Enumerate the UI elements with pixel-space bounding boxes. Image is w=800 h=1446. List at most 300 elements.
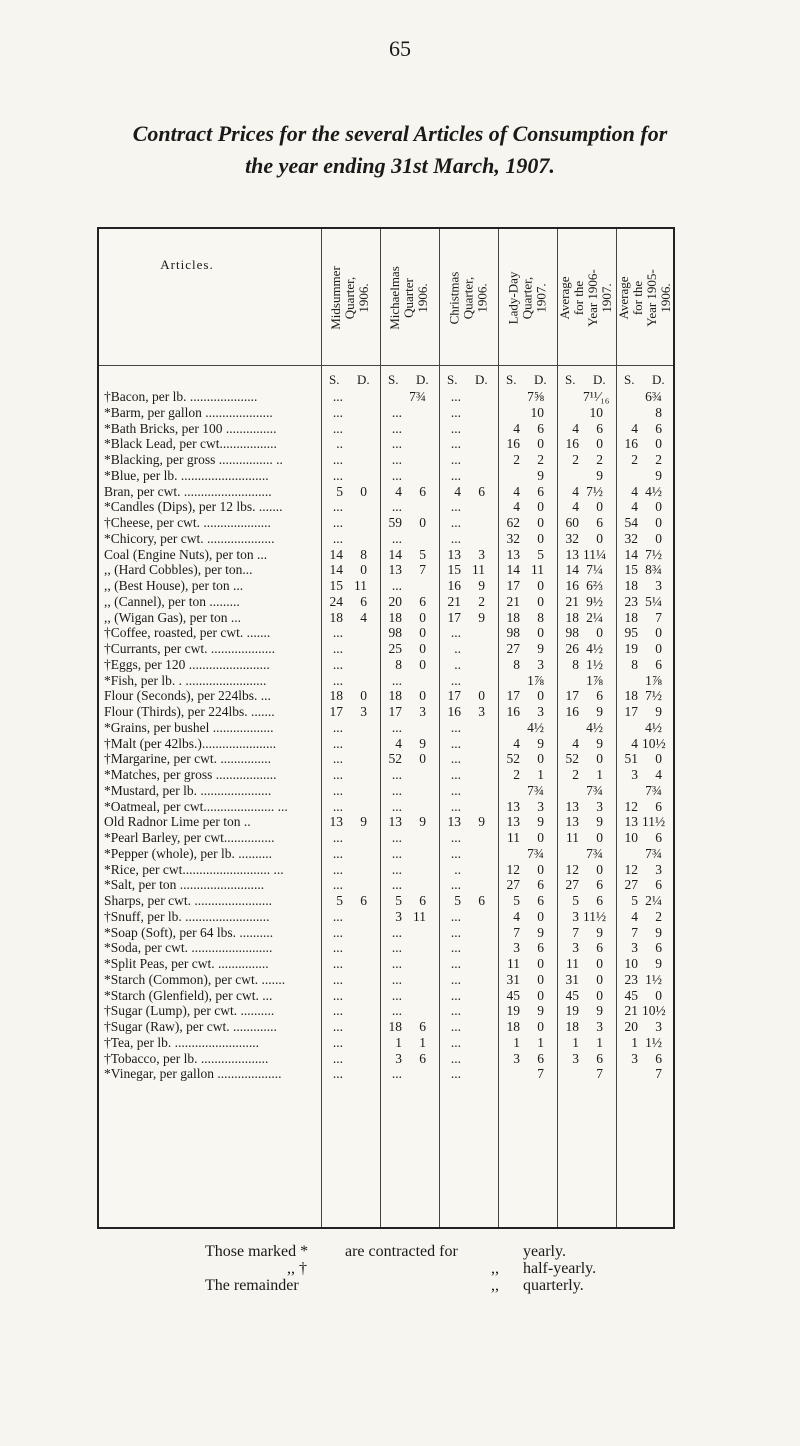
cell-shillings: 4 bbox=[631, 499, 638, 515]
col-head-average-1905-1906: Average for the Year 1905- 1906. bbox=[616, 269, 674, 327]
cell-shillings: ... bbox=[391, 830, 402, 845]
cell-shillings: 45 bbox=[565, 987, 579, 1003]
cell-shillings: 4 bbox=[513, 908, 520, 924]
article-name: Flour (Seconds), per 224lbs. ... bbox=[104, 688, 271, 704]
cell-shillings: 24 bbox=[329, 593, 343, 609]
cell-pence: 9 bbox=[478, 609, 485, 625]
cell-pence: 10 bbox=[589, 404, 603, 420]
cell-pence: 7¾ bbox=[527, 782, 544, 798]
cell-pence: 9 bbox=[655, 467, 662, 483]
cell-shillings: 20 bbox=[388, 593, 402, 609]
cell-shillings: 21 bbox=[565, 593, 579, 609]
article-name: Sharps, per cwt. ....................... bbox=[104, 893, 272, 908]
cell-pence: 3 bbox=[537, 704, 544, 719]
cell-shillings: 17 bbox=[506, 688, 520, 704]
cell-pence: 1½ bbox=[586, 656, 603, 672]
cell-shillings: 18 bbox=[565, 609, 579, 625]
cell-pence: 8¾ bbox=[645, 562, 662, 578]
cell-shillings: 2 bbox=[513, 767, 520, 782]
cell-pence: 2 bbox=[655, 908, 662, 924]
cell-shillings: 13 bbox=[329, 814, 343, 830]
cell-pence: 9 bbox=[596, 814, 603, 830]
cell-pence: 2¼ bbox=[586, 609, 603, 625]
cell-pence: 0 bbox=[596, 861, 603, 877]
cell-shillings: ... bbox=[332, 751, 343, 767]
table-row bbox=[99, 830, 673, 846]
article-name: †Coffee, roasted, per cwt. ....... bbox=[104, 625, 271, 641]
cell-pence: 9 bbox=[655, 956, 662, 971]
cell-shillings: 27 bbox=[624, 877, 638, 893]
cell-pence: 2 bbox=[655, 452, 662, 467]
cell-shillings: 60 bbox=[565, 515, 579, 530]
cell-pence: 3 bbox=[478, 546, 485, 562]
cell-shillings: 2 bbox=[513, 452, 520, 467]
cell-shillings: ... bbox=[450, 452, 461, 467]
cell-shillings: ... bbox=[450, 515, 461, 530]
unit-d-label: D. bbox=[652, 372, 665, 387]
cell-shillings: 5 bbox=[454, 893, 461, 908]
cell-pence: 0 bbox=[360, 562, 367, 578]
cell-shillings: ... bbox=[332, 924, 343, 940]
cell-pence: 6 bbox=[596, 940, 603, 956]
cell-shillings: ... bbox=[450, 798, 461, 814]
table-row bbox=[99, 657, 673, 673]
cell-shillings: 16 bbox=[624, 436, 638, 452]
cell-shillings: ... bbox=[450, 735, 461, 751]
unit-s-label: S. bbox=[329, 372, 340, 387]
cell-shillings: ... bbox=[391, 719, 402, 735]
table-row bbox=[99, 641, 673, 657]
cell-shillings: 52 bbox=[506, 751, 520, 767]
unit-s-label: S. bbox=[447, 372, 458, 387]
cell-pence: 9 bbox=[537, 1003, 544, 1019]
cell-pence: 0 bbox=[596, 956, 603, 971]
cell-shillings: ... bbox=[332, 845, 343, 861]
cell-pence: 11 bbox=[413, 908, 426, 924]
cell-pence: 6 bbox=[419, 483, 426, 499]
cell-pence: 0 bbox=[537, 625, 544, 641]
col-head-average-1906-1907: Average for the Year 1906- 1907. bbox=[557, 269, 615, 327]
cell-pence: 9 bbox=[596, 704, 603, 719]
article-name: *Matches, per gross .................. bbox=[104, 767, 277, 782]
cell-pence: 6 bbox=[419, 1019, 426, 1034]
cell-pence: 0 bbox=[537, 515, 544, 530]
cell-shillings: .. bbox=[454, 861, 461, 877]
cell-shillings: ... bbox=[391, 420, 402, 436]
cell-pence: 3 bbox=[537, 798, 544, 814]
cell-shillings: 18 bbox=[624, 688, 638, 704]
cell-pence: 0 bbox=[537, 530, 544, 546]
cell-shillings: ... bbox=[450, 530, 461, 546]
cell-pence: 11½ bbox=[583, 908, 607, 924]
article-name: †Snuff, per lb. ......................... bbox=[104, 908, 270, 924]
cell-shillings: 1 bbox=[513, 1034, 520, 1050]
cell-pence: 0 bbox=[419, 641, 426, 656]
cell-shillings: 19 bbox=[624, 641, 638, 656]
article-name: *Oatmeal, per cwt..................... ... bbox=[104, 798, 288, 814]
cell-shillings: 4 bbox=[513, 499, 520, 515]
cell-shillings: 95 bbox=[624, 625, 638, 641]
cell-pence: 0 bbox=[537, 499, 544, 515]
cell-pence: 10½ bbox=[642, 1003, 666, 1019]
cell-pence: 0 bbox=[360, 483, 367, 499]
cell-pence: 0 bbox=[419, 609, 426, 625]
cell-pence: 6 bbox=[655, 798, 662, 814]
page-number: 65 bbox=[389, 36, 411, 61]
cell-shillings: 13 bbox=[565, 814, 579, 830]
article-name: †Tobacco, per lb. .................... bbox=[104, 1050, 269, 1066]
cell-shillings: ... bbox=[391, 940, 402, 956]
cell-shillings: 3 bbox=[513, 940, 520, 956]
cell-shillings: 1 bbox=[631, 1034, 638, 1050]
cell-shillings: 8 bbox=[572, 656, 579, 672]
cell-shillings: 13 bbox=[506, 814, 520, 830]
cell-pence: 0 bbox=[537, 593, 544, 609]
cell-pence: 6 bbox=[419, 593, 426, 609]
cell-pence: 7½ bbox=[586, 483, 603, 499]
cell-pence: 9 bbox=[478, 578, 485, 593]
cell-shillings: 4 bbox=[454, 483, 461, 499]
cell-pence: 6 bbox=[596, 515, 603, 530]
cell-pence: 10 bbox=[530, 404, 544, 420]
cell-shillings: ... bbox=[391, 845, 402, 861]
cell-shillings: 3 bbox=[572, 940, 579, 956]
cell-pence: 7 bbox=[655, 609, 662, 625]
cell-shillings: ... bbox=[391, 1066, 402, 1082]
cell-shillings: ... bbox=[450, 420, 461, 436]
cell-shillings: 13 bbox=[447, 814, 461, 830]
article-name: Bran, per cwt. .......................... bbox=[104, 483, 272, 499]
table-row bbox=[99, 562, 673, 578]
price-table bbox=[97, 227, 675, 1229]
cell-pence: 0 bbox=[596, 971, 603, 987]
cell-shillings: 3 bbox=[631, 1050, 638, 1066]
table-row bbox=[99, 1051, 673, 1067]
cell-shillings: 12 bbox=[624, 798, 638, 814]
cell-pence: 9 bbox=[596, 924, 603, 940]
cell-pence: 11 bbox=[472, 562, 485, 578]
article-name: *Rice, per cwt.......................... ... bbox=[104, 861, 284, 877]
cell-shillings: 15 bbox=[624, 562, 638, 578]
cell-shillings: ... bbox=[391, 767, 402, 782]
cell-shillings: 15 bbox=[329, 578, 343, 593]
cell-shillings: ... bbox=[450, 751, 461, 767]
cell-pence: 0 bbox=[537, 971, 544, 987]
cell-shillings: 23 bbox=[624, 971, 638, 987]
article-name: †Tea, per lb. ......................... bbox=[104, 1034, 260, 1050]
cell-pence: 9 bbox=[419, 735, 426, 751]
cell-shillings: 13 bbox=[624, 814, 638, 830]
table-row bbox=[99, 389, 673, 405]
cell-pence: 0 bbox=[419, 688, 426, 704]
cell-shillings: 11 bbox=[566, 956, 579, 971]
cell-shillings: 17 bbox=[624, 704, 638, 719]
cell-shillings: ... bbox=[391, 877, 402, 893]
col-head-midsummer: Midsummer Quarter, 1906. bbox=[328, 266, 371, 330]
cell-shillings: 4 bbox=[631, 735, 638, 751]
article-name: *Blue, per lb. .......................... bbox=[104, 467, 269, 483]
cell-shillings: 17 bbox=[329, 704, 343, 719]
cell-pence: 0 bbox=[419, 656, 426, 672]
table-row bbox=[99, 814, 673, 830]
table-row bbox=[99, 688, 673, 704]
cell-shillings: 4 bbox=[631, 908, 638, 924]
header-rule bbox=[99, 365, 673, 366]
cell-pence: 9 bbox=[478, 814, 485, 830]
cell-pence: 7¼ bbox=[586, 562, 603, 578]
cell-pence: 6 bbox=[655, 656, 662, 672]
cell-shillings: 31 bbox=[506, 971, 520, 987]
cell-shillings: 16 bbox=[565, 704, 579, 719]
cell-pence: 0 bbox=[537, 830, 544, 845]
cell-pence: 7¾ bbox=[645, 782, 662, 798]
table-row bbox=[99, 531, 673, 547]
cell-shillings: 14 bbox=[506, 562, 520, 578]
cell-shillings: 14 bbox=[565, 562, 579, 578]
cell-pence: 11 bbox=[531, 562, 544, 578]
cell-shillings: ... bbox=[332, 956, 343, 971]
cell-shillings: 18 bbox=[624, 578, 638, 593]
cell-pence: 3 bbox=[596, 1019, 603, 1034]
article-name: *Vinegar, per gallon ................... bbox=[104, 1066, 282, 1082]
cell-pence: 6 bbox=[360, 893, 367, 908]
cell-shillings: 3 bbox=[631, 767, 638, 782]
cell-pence: 1⅞ bbox=[645, 672, 662, 688]
cell-pence: 0 bbox=[537, 688, 544, 704]
cell-shillings: ... bbox=[391, 861, 402, 877]
article-name: *Bath Bricks, per 100 ............... bbox=[104, 420, 277, 436]
cell-shillings: 11 bbox=[507, 830, 520, 845]
cell-pence: 0 bbox=[655, 641, 662, 656]
cell-shillings: ... bbox=[391, 578, 402, 593]
cell-pence: 7 bbox=[655, 1066, 662, 1082]
cell-pence: 9 bbox=[655, 704, 662, 719]
unit-s-label: S. bbox=[388, 372, 399, 387]
cell-pence: 0 bbox=[478, 688, 485, 704]
cell-shillings: 25 bbox=[388, 641, 402, 656]
table-row bbox=[99, 515, 673, 531]
cell-shillings: 27 bbox=[506, 641, 520, 656]
cell-shillings: 1 bbox=[572, 1034, 579, 1050]
cell-pence: 9 bbox=[537, 467, 544, 483]
units-row bbox=[99, 372, 673, 386]
cell-pence: 0 bbox=[537, 578, 544, 593]
cell-pence: 0 bbox=[596, 830, 603, 845]
table-row bbox=[99, 988, 673, 1004]
table-row bbox=[99, 625, 673, 641]
cell-pence: 0 bbox=[419, 515, 426, 530]
cell-shillings: 11 bbox=[566, 830, 579, 845]
cell-shillings: 12 bbox=[506, 861, 520, 877]
cell-pence: 6 bbox=[596, 1050, 603, 1066]
cell-pence: 0 bbox=[596, 751, 603, 767]
cell-pence: 6 bbox=[537, 483, 544, 499]
article-name: ,, (Best House), per ton ... bbox=[104, 578, 244, 593]
cell-shillings: 1 bbox=[395, 1034, 402, 1050]
cell-shillings: 4 bbox=[572, 420, 579, 436]
cell-shillings: ... bbox=[391, 924, 402, 940]
cell-pence: 6 bbox=[537, 893, 544, 908]
cell-pence: 6 bbox=[596, 877, 603, 893]
cell-pence: 1⅞ bbox=[586, 672, 603, 688]
unit-d-label: D. bbox=[416, 372, 429, 387]
article-name: *Fish, per lb. . ........................ bbox=[104, 672, 267, 688]
cell-shillings: ... bbox=[332, 767, 343, 782]
cell-shillings: 8 bbox=[395, 656, 402, 672]
cell-shillings: 54 bbox=[624, 515, 638, 530]
cell-shillings: ... bbox=[450, 940, 461, 956]
cell-shillings: ... bbox=[450, 404, 461, 420]
cell-shillings: 17 bbox=[506, 578, 520, 593]
cell-pence: 4½ bbox=[527, 719, 544, 735]
cell-pence: 6 bbox=[655, 877, 662, 893]
cell-pence: 6 bbox=[596, 893, 603, 908]
cell-shillings: 14 bbox=[329, 562, 343, 578]
cell-pence: 0 bbox=[537, 1019, 544, 1034]
col-head-christmas: Christmas Quarter, 1906. bbox=[446, 271, 490, 325]
table-row bbox=[99, 452, 673, 468]
cell-shillings: .. bbox=[454, 641, 461, 656]
cell-shillings: 18 bbox=[565, 1019, 579, 1034]
cell-shillings: ... bbox=[450, 499, 461, 515]
cell-shillings: ... bbox=[391, 956, 402, 971]
cell-shillings: 17 bbox=[388, 704, 402, 719]
cell-shillings: ... bbox=[450, 436, 461, 452]
cell-pence: 0 bbox=[655, 751, 662, 767]
table-row bbox=[99, 720, 673, 736]
cell-shillings: 7 bbox=[631, 924, 638, 940]
cell-shillings: 52 bbox=[388, 751, 402, 767]
article-name: *Black Lead, per cwt................. bbox=[104, 436, 277, 452]
cell-pence: 7½ bbox=[645, 546, 662, 562]
cell-shillings: 4 bbox=[513, 483, 520, 499]
cell-pence: 9 bbox=[360, 814, 367, 830]
cell-shillings: 3 bbox=[395, 908, 402, 924]
table-row bbox=[99, 751, 673, 767]
article-name: †Currants, per cwt. ................... bbox=[104, 641, 275, 656]
cell-shillings: 59 bbox=[388, 515, 402, 530]
cell-pence: 0 bbox=[419, 751, 426, 767]
cell-shillings: ... bbox=[332, 530, 343, 546]
cell-shillings: 5 bbox=[513, 893, 520, 908]
footnote bbox=[205, 1243, 705, 1294]
cell-shillings: 18 bbox=[506, 609, 520, 625]
unit-s-label: S. bbox=[506, 372, 517, 387]
table-row bbox=[99, 783, 673, 799]
cell-shillings: 5 bbox=[336, 893, 343, 908]
article-name: *Chicory, per cwt. .................... bbox=[104, 530, 275, 546]
cell-shillings: 16 bbox=[447, 578, 461, 593]
cell-shillings: ... bbox=[450, 625, 461, 641]
cell-pence: 3 bbox=[360, 704, 367, 719]
cell-pence: 0 bbox=[419, 625, 426, 641]
cell-shillings: ... bbox=[332, 656, 343, 672]
footnote-line: Those marked * are contracted for yearly. bbox=[205, 1243, 566, 1260]
cell-pence: 7¾ bbox=[527, 845, 544, 861]
article-name: *Grains, per bushel .................. bbox=[104, 719, 274, 735]
title-line-1: Contract Prices for the several Articles of Consumption for bbox=[132, 121, 668, 146]
cell-shillings: ... bbox=[450, 924, 461, 940]
cell-shillings: 18 bbox=[388, 688, 402, 704]
cell-pence: 6 bbox=[419, 1050, 426, 1066]
cell-shillings: ... bbox=[332, 452, 343, 467]
cell-pence: 4½ bbox=[586, 719, 603, 735]
cell-pence: 0 bbox=[596, 625, 603, 641]
cell-shillings: 45 bbox=[506, 987, 520, 1003]
cell-shillings: 2 bbox=[572, 452, 579, 467]
table-row bbox=[99, 862, 673, 878]
cell-shillings: 4 bbox=[513, 420, 520, 436]
cell-shillings: ... bbox=[450, 1019, 461, 1034]
cell-shillings: ... bbox=[450, 830, 461, 845]
cell-shillings: 3 bbox=[631, 940, 638, 956]
cell-pence: 6 bbox=[537, 1050, 544, 1066]
article-name: *Salt, per ton ......................... bbox=[104, 877, 265, 893]
cell-shillings: 13 bbox=[388, 562, 402, 578]
articles-header: Articles. bbox=[160, 257, 214, 272]
cell-pence: 6¾ bbox=[645, 389, 662, 404]
article-name: *Soap (Soft), per 64 lbs. .......... bbox=[104, 924, 274, 940]
page-title bbox=[0, 118, 800, 182]
cell-shillings: ... bbox=[332, 625, 343, 641]
cell-shillings: ... bbox=[450, 1066, 461, 1082]
cell-pence: 1½ bbox=[645, 1034, 662, 1050]
article-name: Old Radnor Lime per ton .. bbox=[104, 814, 251, 830]
cell-shillings: ... bbox=[332, 735, 343, 751]
cell-shillings: ... bbox=[450, 987, 461, 1003]
cell-shillings: 20 bbox=[624, 1019, 638, 1034]
cell-shillings: ... bbox=[391, 798, 402, 814]
table-row bbox=[99, 484, 673, 500]
cell-shillings: ... bbox=[450, 845, 461, 861]
cell-pence: 9 bbox=[537, 814, 544, 830]
cell-shillings: 8 bbox=[513, 656, 520, 672]
cell-pence: 6 bbox=[478, 893, 485, 908]
cell-shillings: 4 bbox=[631, 420, 638, 436]
cell-pence: 6 bbox=[655, 830, 662, 845]
article-name: *Mustard, per lb. ..................... bbox=[104, 782, 272, 798]
cell-shillings: ... bbox=[450, 1034, 461, 1050]
cell-pence: 3 bbox=[478, 704, 485, 719]
footnote-line: The remainder ,, quarterly. bbox=[205, 1277, 584, 1294]
cell-shillings: ... bbox=[332, 467, 343, 483]
table-body bbox=[99, 389, 673, 1082]
cell-pence: 3 bbox=[537, 656, 544, 672]
col-head-lady-day: Lady-Day Quarter, 1907. bbox=[505, 271, 549, 325]
cell-shillings: ... bbox=[332, 420, 343, 436]
table-row bbox=[99, 893, 673, 909]
cell-shillings: 62 bbox=[506, 515, 520, 530]
cell-pence: 1 bbox=[537, 767, 544, 782]
table-row bbox=[99, 1035, 673, 1051]
cell-shillings: 13 bbox=[506, 798, 520, 814]
cell-pence: 2¼ bbox=[645, 893, 662, 908]
cell-shillings: 7 bbox=[572, 924, 579, 940]
cell-shillings: ... bbox=[332, 389, 343, 404]
cell-shillings: 14 bbox=[388, 546, 402, 562]
cell-shillings: 26 bbox=[565, 641, 579, 656]
table-row bbox=[99, 846, 673, 862]
article-name: ,, (Wigan Gas), per ton ... bbox=[104, 609, 242, 625]
cell-pence: 2 bbox=[537, 452, 544, 467]
article-name: †Malt (per 42lbs.)...................... bbox=[104, 735, 277, 751]
article-name: †Eggs, per 120 ........................ bbox=[104, 656, 270, 672]
cell-shillings: ... bbox=[450, 908, 461, 924]
table-row bbox=[99, 1003, 673, 1019]
article-name: *Split Peas, per cwt. ............... bbox=[104, 956, 269, 971]
cell-pence: 7½ bbox=[645, 688, 662, 704]
cell-shillings: ... bbox=[332, 971, 343, 987]
